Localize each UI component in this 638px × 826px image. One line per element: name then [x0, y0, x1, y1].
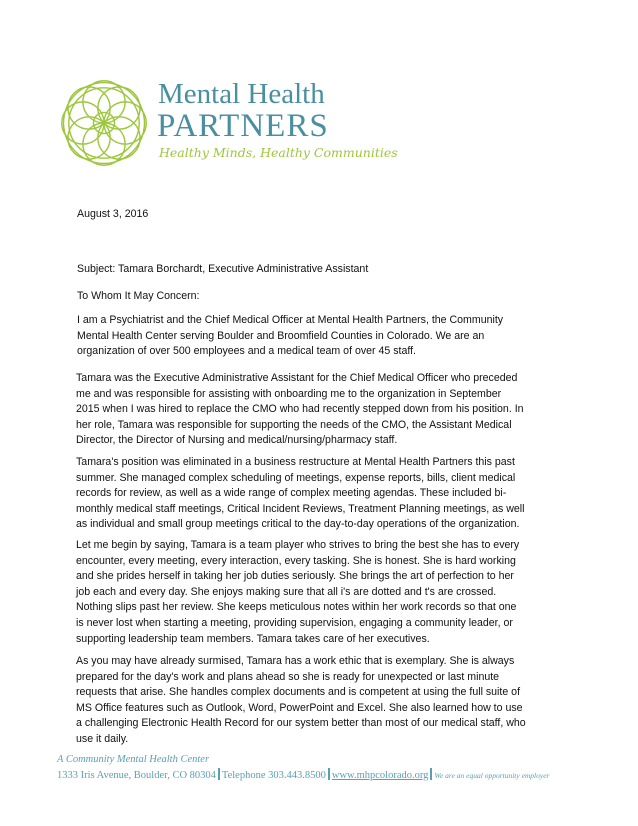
- logo-mandala-icon: [60, 79, 148, 167]
- logo-title-line2: PARTNERS: [157, 108, 329, 144]
- footer-org-line: A Community Mental Health Center: [57, 754, 210, 765]
- letterhead-footer: [57, 753, 617, 783]
- letter-paragraph-2: Tamara was the Executive Administrative Assistant for the Chief Medical Officer who preceded me and was responsible for assisting with onboarding me to the organization in September 2015 when I was hired to replace the CMO who had recently stepped down from his position. In her role, Tamara was responsible for supporting the needs of the CMO, the Assistant Medical Director, the Director of Nursing and medical/nursing/pharmacy staff.: [76, 372, 524, 447]
- footer-address: 1333 Iris Avenue, Boulder, CO 80304: [57, 770, 216, 781]
- footer-website-link[interactable]: www.mhpcolorado.org: [331, 770, 429, 781]
- letter-paragraph-5: As you may have already surmised, Tamara has a work ethic that is exemplary. She is always prepared for the day's work and plans ahead so she is ready for unexpected or last minute requests that arise. She handles complex documents and is competent at using the full suite of MS Office features such as Outlook, Word, PowerPoint and Excel. She also learned how to use a challenging Electronic Health Record for our system better than most of our medical staff, who use it daily.: [76, 655, 526, 745]
- logo-title-line1: Mental Health: [158, 78, 325, 110]
- letter-paragraph-3: Tamara's position was eliminated in a business restructure at Mental Health Partners this past summer. She managed complex scheduling of meetings, expense reports, bills, client medical records for review, as well as a wide range of complex meeting agendas. These included bi-monthly medical staff meetings, Critical Incident Reviews, Treatment Planning meetings, as well as individual and small group meetings critical to the day-to-day operations of the organization.: [76, 456, 525, 531]
- footer-equal-opportunity: We are an equal opportunity employer: [434, 771, 550, 780]
- footer-phone: Telephone 303.443.8500: [221, 770, 326, 781]
- footer-separator: [218, 768, 220, 780]
- letter-subject: Subject: Tamara Borchardt, Executive Administrative Assistant: [77, 263, 369, 275]
- letter-paragraph-4: Let me begin by saying, Tamara is a team player who strives to bring the best she has to every encounter, every meeting, every interaction, every tasking. She is honest. She is hard working and she prides herself in taking her job duties seriously. She brings the art of perfection to her job each and every day. She enjoys making sure that all i's are dotted and t's are crossed. Nothing slips past her review. She keeps meticulous notes within her work records so that one is never lost when starting a meeting, providing supervision, engaging a community leader, or supporting leadership team members. Tamara takes care of her executives.: [76, 539, 520, 645]
- letter-paragraph-1: I am a Psychiatrist and the Chief Medical Officer at Mental Health Partners, the Community Mental Health Center serving Boulder and Broomfield Counties in Colorado. We are an organization of over 500 employees and a medical team of over 45 staff.: [77, 314, 504, 358]
- letter-salutation: To Whom It May Concern:: [77, 290, 200, 302]
- letter-date: August 3, 2016: [77, 208, 149, 220]
- logo-tagline: Healthy Minds, Healthy Communities: [159, 145, 398, 160]
- footer-separator: [328, 768, 330, 780]
- footer-separator: [430, 768, 432, 780]
- logo: [60, 75, 398, 170]
- footer-address-line: [57, 768, 617, 783]
